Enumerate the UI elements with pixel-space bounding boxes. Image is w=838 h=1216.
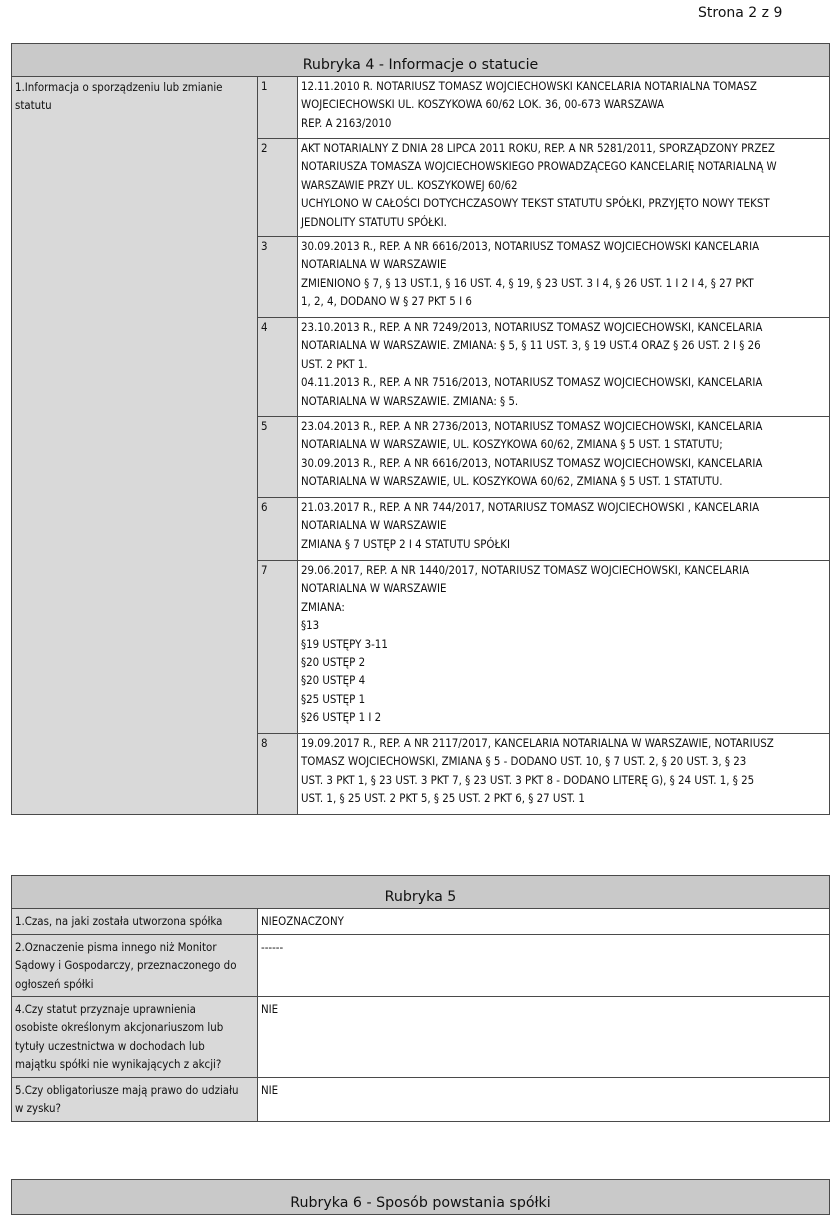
duration-label xyxy=(12,909,258,935)
entry-line: TOMASZ WOJCIECHOWSKI, ZMIANA § 5 - DODANO UST. 10, § 7 UST. 2, § 20 UST. 3, § 23 xyxy=(301,754,747,769)
entry-line: ZMIANA: xyxy=(301,599,345,614)
label-line: osobiste określonym akcjonariuszom lub xyxy=(15,1020,224,1035)
statute-info-label xyxy=(12,77,258,815)
bondholders-profit-label xyxy=(12,1078,258,1122)
entry-text xyxy=(298,139,830,237)
entry-line: NOTARIALNA W WARSZAWIE. ZMIANA: § 5, § 11 UST. 3, § 19 UST.4 ORAZ § 26 UST. 2 I § 26 xyxy=(301,338,761,353)
entry-line: 21.03.2017 R., REP. A NR 744/2017, NOTARIUSZ TOMASZ WOJCIECHOWSKI , KANCELARIA xyxy=(301,500,760,514)
personal-rights-label xyxy=(12,997,258,1078)
label-line: 4.Czy statut przyznaje uprawnienia xyxy=(15,1002,196,1016)
entry-line: ZMIENIONO § 7, § 13 UST.1, § 16 UST. 4, § 19, § 23 UST. 3 I 4, § 26 UST. 1 I 2 I 4, § 27 PKT xyxy=(301,275,754,290)
entry-line: 1, 2, 4, DODANO W § 27 PKT 5 I 6 xyxy=(301,294,472,309)
label-line: 1.Czas, na jaki została utworzona spółka xyxy=(15,914,223,928)
entry-line: §26 USTĘP 1 I 2 xyxy=(301,710,382,725)
entry-text xyxy=(298,498,830,561)
entry-line: 29.06.2017, REP. A NR 1440/2017, NOTARIUSZ TOMASZ WOJCIECHOWSKI, KANCELARIA xyxy=(301,563,750,577)
entry-number: 4 xyxy=(258,318,298,417)
entry-text xyxy=(298,734,830,815)
entry-line: NOTARIUSZA TOMASZA WOJCIECHOWSKIEGO PROWADZĄCEGO KANCELARIĘ NOTARIALNĄ W xyxy=(301,159,777,174)
entry-number: 7 xyxy=(258,561,298,734)
entry-text xyxy=(298,318,830,417)
rubryka-6-table xyxy=(11,1179,830,1215)
rubryka-5-table xyxy=(11,875,830,1122)
table-row xyxy=(12,909,830,935)
entry-text xyxy=(298,237,830,318)
entry-line: JEDNOLITY STATUTU SPÓŁKI. xyxy=(301,214,447,229)
entry-line: UCHYLONO W CAŁOŚCI DOTYCHCZASOWY TEKST STATUTU SPÓŁKI, PRZYJĘTO NOWY TEKST xyxy=(301,196,770,211)
table-row xyxy=(12,1078,830,1122)
rubryka-5-title: Rubryka 5 xyxy=(12,876,830,909)
entry-line: §20 USTĘP 2 xyxy=(301,655,366,670)
entry-line: 30.09.2013 R., REP. A NR 6616/2013, NOTARIUSZ TOMASZ WOJCIECHOWSKI KANCELARIA xyxy=(301,239,760,253)
entry-line: AKT NOTARIALNY Z DNIA 28 LIPCA 2011 ROKU, REP. A NR 5281/2011, SPORZĄDZONY PRZEZ xyxy=(301,141,775,155)
bondholders-profit-value: NIE xyxy=(258,1078,830,1122)
entry-number: 5 xyxy=(258,417,298,498)
entry-line: NOTARIALNA W WARSZAWIE xyxy=(301,518,447,533)
entry-line: UST. 1, § 25 UST. 2 PKT 5, § 25 UST. 2 PKT 6, § 27 UST. 1 xyxy=(301,791,585,806)
label-line: Sądowy i Gospodarczy, przeznaczonego do xyxy=(15,958,237,973)
entry-line: NOTARIALNA W WARSZAWIE, UL. KOSZYKOWA 60/62, ZMIANA § 5 UST. 1 STATUTU. xyxy=(301,474,723,489)
announcement-journal-value: ------ xyxy=(258,935,830,997)
entry-number: 6 xyxy=(258,498,298,561)
entry-line: 12.11.2010 R. NOTARIUSZ TOMASZ WOJCIECHOWSKI KANCELARIA NOTARIALNA TOMASZ xyxy=(301,79,757,93)
page-number: Strona 2 z 9 xyxy=(698,5,783,21)
entry-line: 19.09.2017 R., REP. A NR 2117/2017, KANCELARIA NOTARIALNA W WARSZAWIE, NOTARIUSZ xyxy=(301,736,774,750)
label-line: 5.Czy obligatoriusze mają prawo do udziału xyxy=(15,1083,239,1097)
announcement-journal-label xyxy=(12,935,258,997)
rubryka-4-title: Rubryka 4 - Informacje o statucie xyxy=(12,44,830,77)
entry-line: UST. 2 PKT 1. xyxy=(301,356,368,371)
duration-value: NIEOZNACZONY xyxy=(258,909,830,935)
personal-rights-value: NIE xyxy=(258,997,830,1078)
entry-line: NOTARIALNA W WARSZAWIE. ZMIANA: § 5. xyxy=(301,393,519,408)
label-line: w zysku? xyxy=(15,1101,61,1116)
entry-line: 30.09.2013 R., REP. A NR 6616/2013, NOTARIUSZ TOMASZ WOJCIECHOWSKI, KANCELARIA xyxy=(301,455,763,470)
entry-number: 8 xyxy=(258,734,298,815)
table-row xyxy=(12,935,830,997)
entry-line: NOTARIALNA W WARSZAWIE xyxy=(301,581,447,596)
entry-text xyxy=(298,77,830,139)
entry-line: REP. A 2163/2010 xyxy=(301,115,392,130)
rubryka-4-table xyxy=(11,43,830,815)
entry-number: 3 xyxy=(258,237,298,318)
rubryka-6-title: Rubryka 6 - Sposób powstania spółki xyxy=(12,1180,830,1215)
entry-line: NOTARIALNA W WARSZAWIE xyxy=(301,257,447,272)
entry-line: §19 USTĘPY 3-11 xyxy=(301,636,388,651)
label-line: 2.Oznaczenie pisma innego niż Monitor xyxy=(15,940,217,954)
entry-line: §20 USTĘP 4 xyxy=(301,673,366,688)
label-line: tytuły uczestnictwa w dochodach lub xyxy=(15,1038,205,1053)
entry-line: 23.04.2013 R., REP. A NR 2736/2013, NOTARIUSZ TOMASZ WOJCIECHOWSKI, KANCELARIA xyxy=(301,419,763,433)
entry-line: WOJECIECHOWSKI UL. KOSZYKOWA 60/62 LOK. 36, 00-673 WARSZAWA xyxy=(301,97,665,112)
entry-number: 1 xyxy=(258,77,298,139)
table-row xyxy=(12,997,830,1078)
entry-line: NOTARIALNA W WARSZAWIE, UL. KOSZYKOWA 60/62, ZMIANA § 5 UST. 1 STATUTU; xyxy=(301,437,723,452)
entry-text xyxy=(298,561,830,734)
entry-line: 23.10.2013 R., REP. A NR 7249/2013, NOTARIUSZ TOMASZ WOJCIECHOWSKI, KANCELARIA xyxy=(301,320,763,334)
entry-line: WARSZAWIE PRZY UL. KOSZYKOWEJ 60/62 xyxy=(301,177,518,192)
entry-line: ZMIANA § 7 USTĘP 2 I 4 STATUTU SPÓŁKI xyxy=(301,536,510,551)
entry-line: UST. 3 PKT 1, § 23 UST. 3 PKT 7, § 23 UST. 3 PKT 8 - DODANO LITERĘ G), § 24 UST. 1, § 25 xyxy=(301,772,755,787)
entry-number: 2 xyxy=(258,139,298,237)
entry-line: §13 xyxy=(301,618,320,633)
statute-info-label-text: 1.Informacja o sporządzeniu lub zmianie statutu xyxy=(15,80,223,113)
entry-line: 04.11.2013 R., REP. A NR 7516/2013, NOTARIUSZ TOMASZ WOJCIECHOWSKI, KANCELARIA xyxy=(301,375,763,390)
entry-line: §25 USTĘP 1 xyxy=(301,691,366,706)
entry-text xyxy=(298,417,830,498)
table-row xyxy=(12,77,830,139)
label-line: majątku spółki nie wynikających z akcji? xyxy=(15,1057,222,1072)
label-line: ogłoszeń spółki xyxy=(15,976,94,991)
